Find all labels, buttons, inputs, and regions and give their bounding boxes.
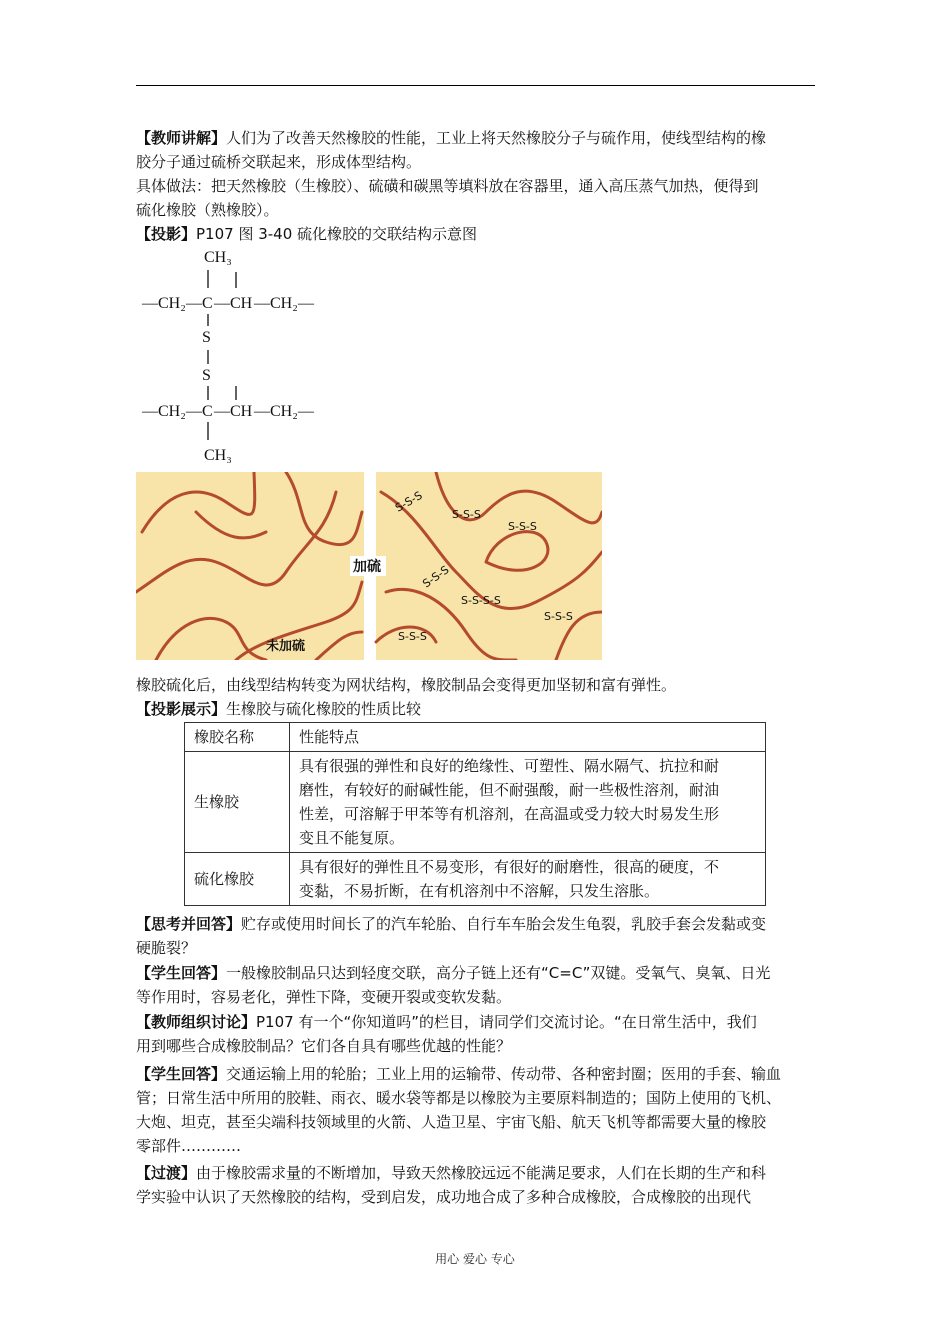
formula-ch3-top: CH₃ bbox=[204, 249, 232, 266]
svg-text:—: — bbox=[142, 295, 158, 312]
paragraph-method: 具体做法：把天然橡胶（生橡胶）、硫磺和碳黑等填料放在容器里，通入高压蒸气加热，便得到 硫化橡胶（熟橡胶）。 bbox=[136, 177, 759, 219]
table-cell-properties: 具有很强的弹性和良好的绝缘性、可塑性、隔水隔气、抗拉和耐 磨性，有较好的耐碱性能，但不耐强酸，耐一些极性溶剂，耐油 性差，可溶解于甲苯等有机溶剂，在高温或受力较大时易发生形 变且不能复原。 bbox=[290, 752, 766, 853]
header-rule bbox=[136, 85, 815, 86]
paragraph-table-title: 【投影展示】生橡胶与硫化橡胶的性质比较 bbox=[136, 700, 422, 718]
label-added-sulfur: 加硫 bbox=[353, 559, 381, 575]
section-tag: 【教师组织讨论】 bbox=[136, 1013, 257, 1031]
section-tag: 【思考并回答】 bbox=[136, 915, 242, 933]
label-no-sulfur: 未加硫 bbox=[266, 639, 306, 654]
paragraph-transition: 【过渡】由于橡胶需求量的不断增加，导致天然橡胶远远不能满足要求，人们在长期的生产和科 学实验中认识了天然橡胶的结构，受到启发，成功地合成了多种合成橡胶，合成橡胶的出现代 bbox=[136, 1164, 767, 1206]
section-tag: 【过渡】 bbox=[136, 1164, 197, 1182]
table-header-cell: 性能特点 bbox=[290, 723, 766, 752]
section-tag: 【教师讲解】 bbox=[136, 129, 227, 147]
section-tag: 【投影展示】 bbox=[136, 700, 227, 718]
svg-text:—: — bbox=[254, 403, 270, 420]
table-row bbox=[185, 853, 766, 906]
formula-sulfur: S bbox=[202, 367, 211, 384]
table-cell-properties: 具有很好的弹性且不易变形，有很好的耐磨性，很高的硬度，不 变黏，不易折断，在有机溶剂中不溶解，只发生溶胀。 bbox=[290, 853, 766, 906]
svg-text:—: — bbox=[186, 403, 202, 420]
sulfur-bridge: S-S-S bbox=[452, 508, 481, 521]
paragraph-student-answer-1: 【学生回答】一般橡胶制品只达到轻度交联，高分子链上还有“C=C”双键。受氧气、臭氧、日光 等作用时，容易老化，弹性下降，变硬开裂或变软发黏。 bbox=[136, 964, 771, 1006]
table-header-row bbox=[185, 723, 766, 752]
formula-ch2: CH₂ bbox=[270, 295, 298, 312]
crosslink-illustration bbox=[136, 472, 602, 660]
paragraph-think-question: 【思考并回答】贮存或使用时间长了的汽车轮胎、自行车车胎会发生龟裂，乳胶手套会发黏或变 硬脆裂？ bbox=[136, 915, 767, 957]
formula-ch3-bottom: CH₃ bbox=[204, 447, 232, 464]
section-tag: 【学生回答】 bbox=[136, 964, 227, 982]
sulfur-bridge: S-S-S bbox=[508, 520, 537, 533]
paragraph-student-answer-2: 【学生回答】交通运输上用的轮胎；工业上用的运输带、传动带、各种密封圈；医用的手套、输血 管；日常生活中所用的胶鞋、雨衣、暖水袋等都是以橡胶为主要原料制造的；国防上使用的飞机、 大炮、坦克，甚至尖端科技领域里的火箭、人造卫星、宇宙飞船、航天飞机等都需要大量的橡胶 零部件………… bbox=[136, 1065, 782, 1155]
formula-c: C bbox=[202, 295, 213, 312]
formula-ch: CH bbox=[230, 403, 253, 420]
svg-text:—: — bbox=[298, 403, 314, 420]
table-row bbox=[185, 752, 766, 853]
formula-c: C bbox=[202, 403, 213, 420]
table-cell-name: 生橡胶 bbox=[185, 752, 290, 853]
sulfur-bridge: S-S-S bbox=[420, 563, 452, 591]
formula-ch2: CH₂ bbox=[158, 403, 186, 420]
svg-text:—: — bbox=[214, 403, 230, 420]
formula-sulfur: S bbox=[202, 329, 211, 346]
paragraph-projection: 【投影】P107 图 3-40 硫化橡胶的交联结构示意图 bbox=[136, 225, 478, 243]
svg-text:—: — bbox=[214, 295, 230, 312]
formula-ch2: CH₂ bbox=[158, 295, 186, 312]
svg-text:—: — bbox=[298, 295, 314, 312]
table-cell-name: 硫化橡胶 bbox=[185, 853, 290, 906]
vulcanized-rubber-formula bbox=[138, 246, 338, 468]
paragraph-teacher-lecture: 【教师讲解】人们为了改善天然橡胶的性能，工业上将天然橡胶分子与硫作用，使线型结构的橡 胶分子通过硫桥交联起来，形成体型结构。 bbox=[136, 129, 767, 171]
sulfur-bridge: S-S-S bbox=[544, 610, 573, 623]
sulfur-bridge: S-S-S bbox=[398, 630, 427, 643]
paragraph-conclusion: 橡胶硫化后，由线型结构转变为网状结构，橡胶制品会变得更加坚韧和富有弹性。 bbox=[136, 676, 677, 694]
paragraph-teacher-discussion: 【教师组织讨论】P107 有一个“你知道吗”的栏目，请同学们交流讨论。“在日常生活中，我们 用到哪些合成橡胶制品？它们各自具有哪些优越的性能？ bbox=[136, 1013, 757, 1055]
rubber-comparison-table bbox=[184, 722, 766, 906]
section-tag: 【投影】 bbox=[136, 225, 197, 243]
formula-ch2: CH₂ bbox=[270, 403, 298, 420]
table-header-cell: 橡胶名称 bbox=[185, 723, 290, 752]
page-footer: 用心 爱心 专心 bbox=[435, 1252, 515, 1266]
sulfur-bridge-long: S-S-S-S bbox=[461, 594, 501, 607]
section-tag: 【学生回答】 bbox=[136, 1065, 227, 1083]
formula-ch: CH bbox=[230, 295, 253, 312]
svg-text:—: — bbox=[186, 295, 202, 312]
sulfur-bridge: S-S-S bbox=[393, 488, 425, 515]
svg-text:—: — bbox=[254, 295, 270, 312]
svg-text:—: — bbox=[142, 403, 158, 420]
